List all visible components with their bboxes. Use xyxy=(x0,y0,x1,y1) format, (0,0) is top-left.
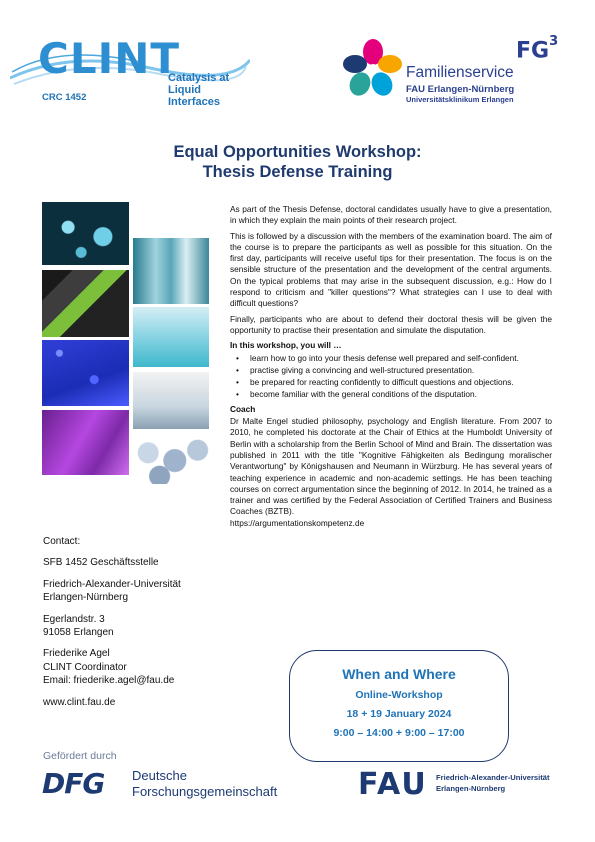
clint-subtitle-line2: Liquid Interfaces xyxy=(168,84,220,108)
clint-logo xyxy=(10,30,250,110)
clint-subtitle-line1: Catalysis at xyxy=(168,72,230,84)
contact-university-line2: Erlangen-Nürnberg xyxy=(43,592,129,604)
description-column xyxy=(230,204,552,533)
page-title xyxy=(0,142,595,182)
contact-block xyxy=(43,535,213,709)
familienservice-logo xyxy=(342,34,582,118)
list-item: • learn how to go into your thesis defense well prepared and self-confident. xyxy=(230,353,552,364)
event-heading: When and Where xyxy=(342,666,456,682)
contact-office: SFB 1452 Geschäftsstelle xyxy=(43,557,159,569)
dfg-name-line1: Deutsche xyxy=(132,768,187,783)
workshop-goals-list xyxy=(230,353,552,401)
list-item: • become familiar with the general conditions of the disputation. xyxy=(230,389,552,400)
event-info-box xyxy=(289,650,509,762)
contact-university-line1: Friedrich-Alexander-Universität xyxy=(43,578,181,590)
event-format: Online-Workshop xyxy=(355,689,443,701)
list-item: • practise giving a convincing and well-structured presentation. xyxy=(230,365,552,376)
photo-molecule-spheres xyxy=(133,432,209,484)
fg-superscript: 3 xyxy=(549,34,559,49)
dfg-name-line2: Forschungsgemeinschaft xyxy=(132,784,278,799)
clint-crc-code: CRC 1452 xyxy=(42,92,87,103)
photo-glassware xyxy=(133,238,209,304)
contact-website-link[interactable]: www.clint.fau.de xyxy=(43,696,116,708)
discussion-paragraph: This is followed by a discussion with the members of the examination board. The aim of the course is to prepare the participants as well as possible for this situation. On the first day, participants will receive useful tips for their presentation. The focus is on the sensible structure of the presentation and the development of the central arguments. On the typical problems that may arise in the subsequent discussion, e.g.: How do I respond to criticism and "killer questions"? What strategies can I use to deal with difficult questions? xyxy=(230,230,552,309)
contact-city: 91058 Erlangen xyxy=(43,627,114,639)
coach-heading: Coach xyxy=(230,403,256,414)
familienservice-title: Familienservice xyxy=(406,64,514,81)
final-paragraph: Finally, participants who are about to defend their doctoral thesis will be given the opportunity to practise their presentation and simulate the disputation. xyxy=(230,313,552,335)
dfg-name xyxy=(132,768,277,800)
funded-by-label: Gefördert durch xyxy=(43,750,117,762)
fau-logo xyxy=(358,767,568,804)
contact-email[interactable]: Email: friederike.agel@fau.de xyxy=(43,675,175,687)
event-times: 9:00 – 14:00 + 9:00 – 17:00 xyxy=(333,727,465,739)
event-dates: 18 + 19 January 2024 xyxy=(346,708,452,720)
clint-wordmark: CLINT xyxy=(38,34,181,83)
contact-person: Friederike Agel xyxy=(43,648,110,660)
flower-icon xyxy=(342,38,404,100)
fg-text: FG xyxy=(516,38,550,64)
familienservice-line2: Universitätsklinikum Erlangen xyxy=(406,95,514,104)
photo-bottles xyxy=(133,372,209,429)
coach-website-link[interactable]: https://argumentationskompetenz.de xyxy=(230,517,365,528)
contact-heading: Contact: xyxy=(43,536,81,547)
contact-role: CLINT Coordinator xyxy=(43,661,127,673)
fau-name-line1: Friedrich-Alexander-Universität xyxy=(436,773,550,782)
title-line2: Thesis Defense Training xyxy=(202,163,393,181)
fau-name xyxy=(436,772,550,794)
fau-name-line2: Erlangen-Nürnberg xyxy=(436,784,506,793)
photo-microscopy-cells xyxy=(42,202,129,265)
contact-street: Egerlandstr. 3 xyxy=(43,613,105,625)
fau-mark: FAU xyxy=(358,767,428,802)
familienservice-line1: FAU Erlangen-Nürnberg xyxy=(406,84,515,95)
title-line1: Equal Opportunities Workshop: xyxy=(173,143,422,161)
photo-purple-apparatus xyxy=(42,410,129,475)
dfg-mark: DFG xyxy=(42,767,105,800)
clint-subtitle xyxy=(168,72,250,108)
list-item: • be prepared for reacting confidently to difficult questions and objections. xyxy=(230,377,552,388)
photo-test-tubes xyxy=(133,307,209,367)
dfg-logo xyxy=(42,768,292,802)
photo-lab-monitors xyxy=(42,270,129,337)
coach-bio: Dr Malte Engel studied philosophy, psychology and English literature. From 2007 to 2010, he completed his doctorate at the Chair of Ethics at the Humboldt University of Berlin with a scholarship from the Berlin School of Mind and Brain. The dissertation was published in 2011 with the title "Kognitive Fähigkeiten als Bedingung moralischer Verantwortung" by Königshausen and Neumann in Würzburg. He has several years of teaching experience in academic and non-academic settings. He has been teaching courses on correct argumentation since the beginning of 2012. In 2014, he trained as a trainer and was certified by the Federal Association of Certified Trainers and Business Coaches (BZTB). xyxy=(230,416,552,517)
fg3-mark xyxy=(516,34,559,64)
list-heading: In this workshop, you will … xyxy=(230,340,342,351)
intro-paragraph: As part of the Thesis Defense, doctoral candidates usually have to give a presentation, in which they explain the main points of their research project. xyxy=(230,204,552,226)
photo-blue-granules xyxy=(42,340,129,406)
